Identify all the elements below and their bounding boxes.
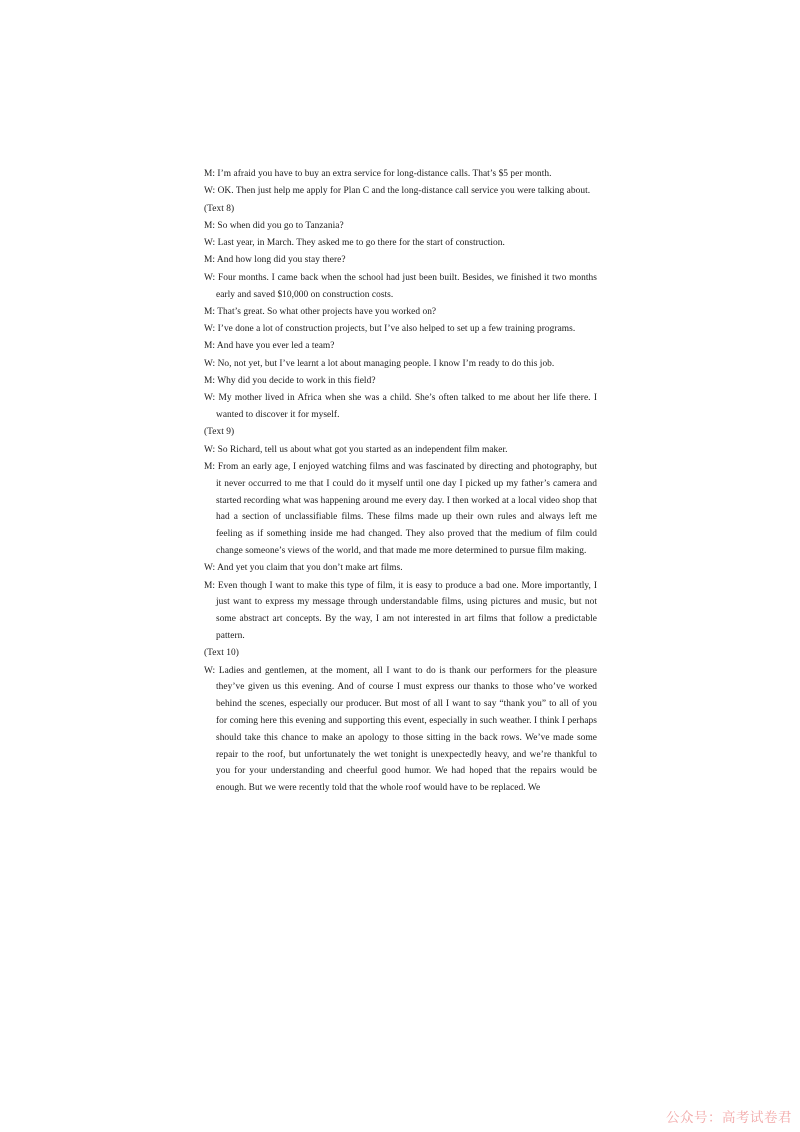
dialogue-line: M: And have you ever led a team? (204, 341, 335, 352)
dialogue-line: M: From an early age, I enjoyed watching films and was fascinated by directing and photography, but it never occurred to me that I could do it myself until one day I picked up my father’s camera and started recording what was happening around me every day. I then worked at a local video shop that had a section of unclassifiable films. These films made up their own rules and always left me feeling as if something inside me had changed. They also proved that the medium of film could change someone’s views of the world, and that made me more determined to pursue film making. (204, 462, 597, 557)
dialogue-line: W: Last year, in March. They asked me to go there for the start of construction. (204, 238, 505, 249)
watermark: 公众号：高考试卷君 (666, 1110, 792, 1126)
dialogue-line: M: I’m afraid you have to buy an extra service for long-distance calls. That’s $5 per month. (204, 169, 552, 179)
dialogue-line: M: Why did you decide to work in this field? (204, 376, 376, 387)
section-heading-text-10: (Text 10) (204, 648, 239, 659)
dialogue-line: W: No, not yet, but I’ve learnt a lot about managing people. I know I’m ready to do this job. (204, 358, 555, 369)
section-heading-text-8: (Text 8) (204, 203, 235, 214)
section-heading-text-9: (Text 9) (204, 427, 235, 438)
dialogue-line: M: That’s great. So what other projects have you worked on? (204, 306, 437, 317)
dialogue-line: W: OK. Then just help me apply for Plan C and the long-distance call service you were talking about. (204, 186, 591, 197)
dialogue-line: W: And yet you claim that you don’t make art films. (204, 563, 403, 574)
dialogue-line: W: So Richard, tell us about what got you started as an independent film maker. (204, 444, 508, 455)
dialogue-line: W: I’ve done a lot of construction projects, but I’ve also helped to set up a few training programs. (204, 324, 576, 335)
listening-transcript (204, 166, 597, 797)
dialogue-line: W: Ladies and gentlemen, at the moment, all I want to do is thank our performers for the pleasure they’ve given us this evening. And of course I must express our thanks to those who’ve worked behind the scenes, especially our producer. But most of all I want to say “thank you” to all of you for coming here this evening and supporting this event, especially in such weather. I think I perhaps should take this chance to make an apology to those sitting in the back rows. We’ve made some repair to the roof, but unfortunately the wet tonight is unexpectedly heavy, and we’re thankful to you for your understanding and cheerful good humor. We had hoped that the repairs would be enough. But we were recently told that the whole roof would have to be replaced. We (204, 665, 597, 794)
dialogue-line: M: Even though I want to make this type of film, it is easy to produce a bad one. More importantly, I just want to express my message through understandable films, using pictures and music, but not some abstract art concepts. By the way, I am not interested in art films that follow a predictable pattern. (204, 580, 597, 642)
dialogue-line: M: And how long did you stay there? (204, 255, 346, 266)
dialogue-line: M: So when did you go to Tanzania? (204, 220, 344, 231)
dialogue-line: W: My mother lived in Africa when she was a child. She’s often talked to me about her life there. I wanted to discover it for myself. (204, 393, 597, 421)
dialogue-line: W: Four months. I came back when the school had just been built. Besides, we finished it two months early and saved $10,000 on construction costs. (204, 272, 597, 300)
